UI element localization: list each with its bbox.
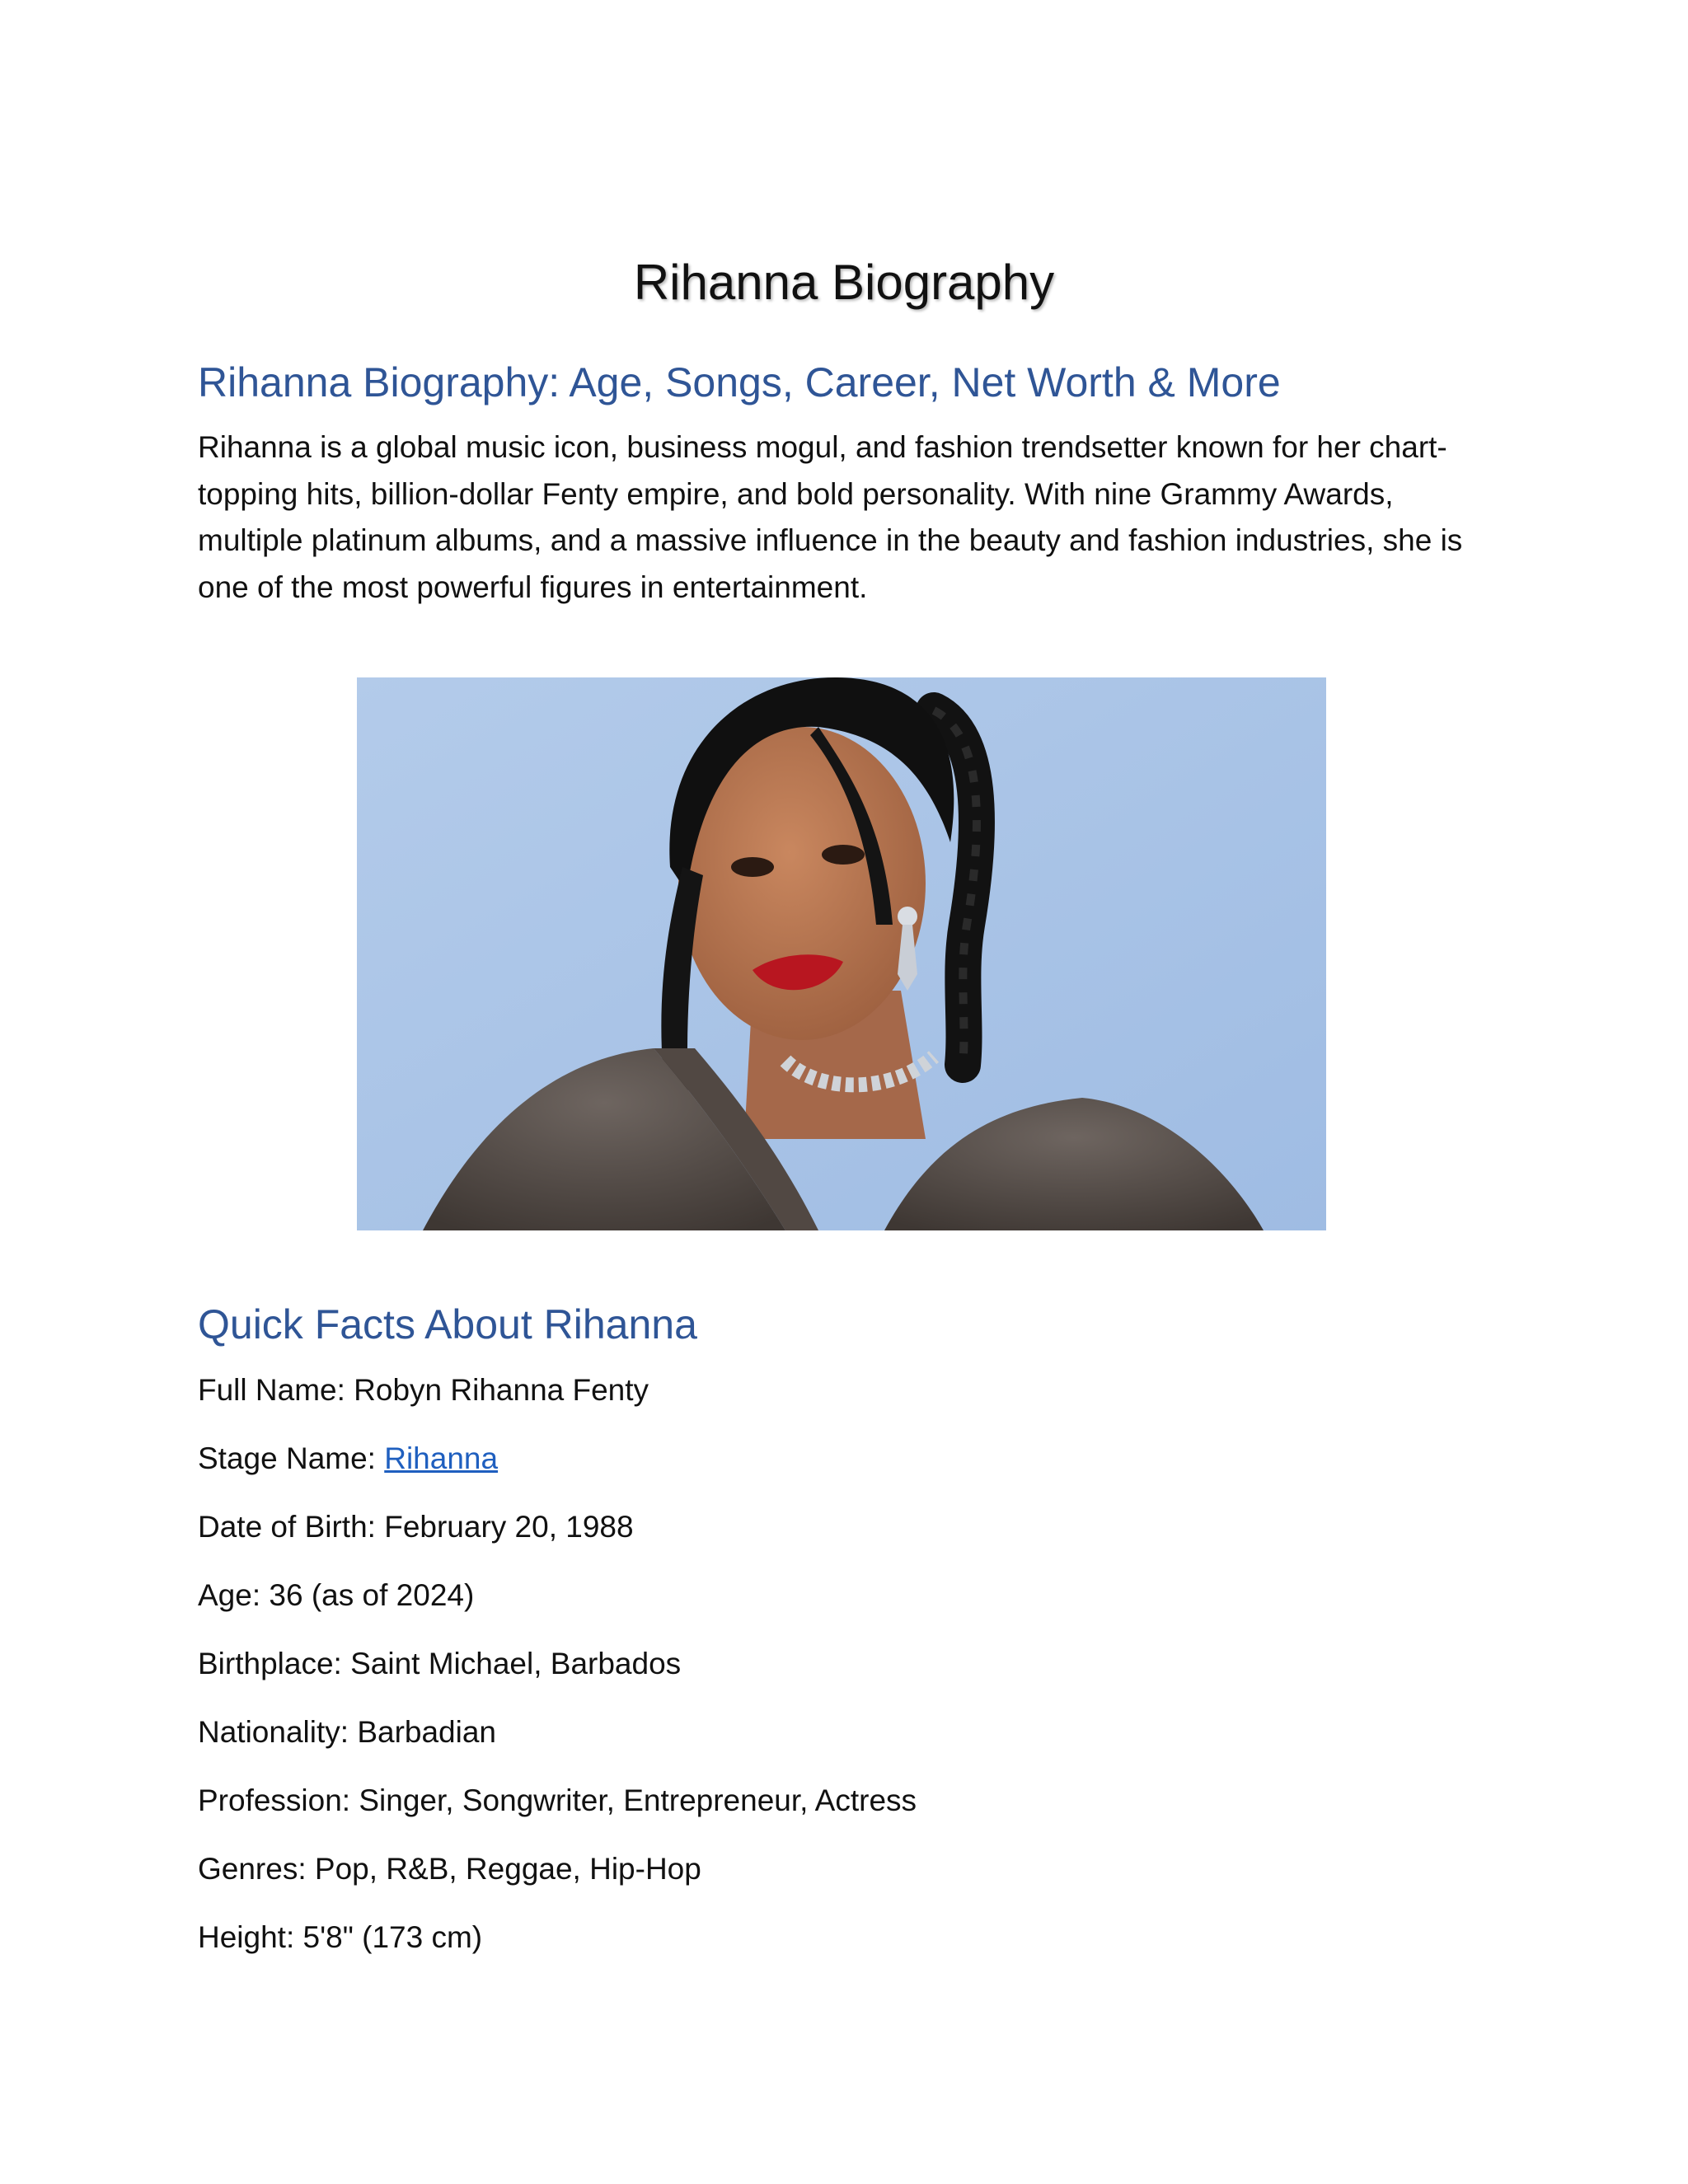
fact-value: Singer, Songwriter, Entrepreneur, Actress bbox=[359, 1783, 917, 1817]
fact-label: Age: bbox=[198, 1578, 270, 1612]
article-heading: Rihanna Biography: Age, Songs, Career, Net Worth & More bbox=[198, 359, 1281, 405]
fact-label: Birthplace: bbox=[198, 1647, 351, 1680]
fact-label: Full Name: bbox=[198, 1373, 354, 1407]
fact-label: Profession: bbox=[198, 1783, 359, 1817]
fact-value: Pop, R&B, Reggae, Hip-Hop bbox=[314, 1852, 701, 1886]
fact-label: Genres: bbox=[198, 1852, 315, 1886]
fact-age bbox=[198, 1576, 474, 1615]
fact-label: Height: bbox=[198, 1920, 303, 1954]
fact-label: Nationality: bbox=[198, 1715, 358, 1749]
fact-stage-name bbox=[198, 1439, 498, 1479]
fact-value: Saint Michael, Barbados bbox=[350, 1647, 682, 1680]
intro-paragraph: Rihanna is a global music icon, business mogul, and fashion trendsetter known for her chart-topping hits, billion-dollar Fenty empire, and bold personality. With nine Grammy Awards, multiple platinum albums, and a massive influence in the beauty and fashion industries, she is one of the most powerful figures in entertainment. bbox=[198, 430, 1463, 604]
fact-value: Robyn Rihanna Fenty bbox=[354, 1373, 649, 1407]
stage-name-link[interactable]: Rihanna bbox=[384, 1441, 499, 1475]
fact-date-of-birth bbox=[198, 1507, 634, 1547]
fact-value: Barbadian bbox=[357, 1715, 496, 1749]
page-title: Rihanna Biography bbox=[633, 255, 1055, 310]
quick-facts-heading: Quick Facts About Rihanna bbox=[198, 1301, 697, 1347]
fact-full-name bbox=[198, 1371, 649, 1410]
portrait-illustration bbox=[357, 677, 1326, 1230]
fact-label: Stage Name: bbox=[198, 1441, 385, 1475]
fact-label: Date of Birth: bbox=[198, 1510, 385, 1544]
fact-value: 5'8" (173 cm) bbox=[302, 1920, 483, 1954]
portrait-photo bbox=[357, 677, 1326, 1230]
fact-value: 36 (as of 2024) bbox=[269, 1578, 475, 1612]
fact-value: February 20, 1988 bbox=[384, 1510, 634, 1544]
fact-genres bbox=[198, 1849, 701, 1889]
fact-profession bbox=[198, 1781, 917, 1821]
fact-height bbox=[198, 1918, 482, 1957]
fact-nationality bbox=[198, 1713, 496, 1752]
fact-birthplace bbox=[198, 1644, 681, 1684]
